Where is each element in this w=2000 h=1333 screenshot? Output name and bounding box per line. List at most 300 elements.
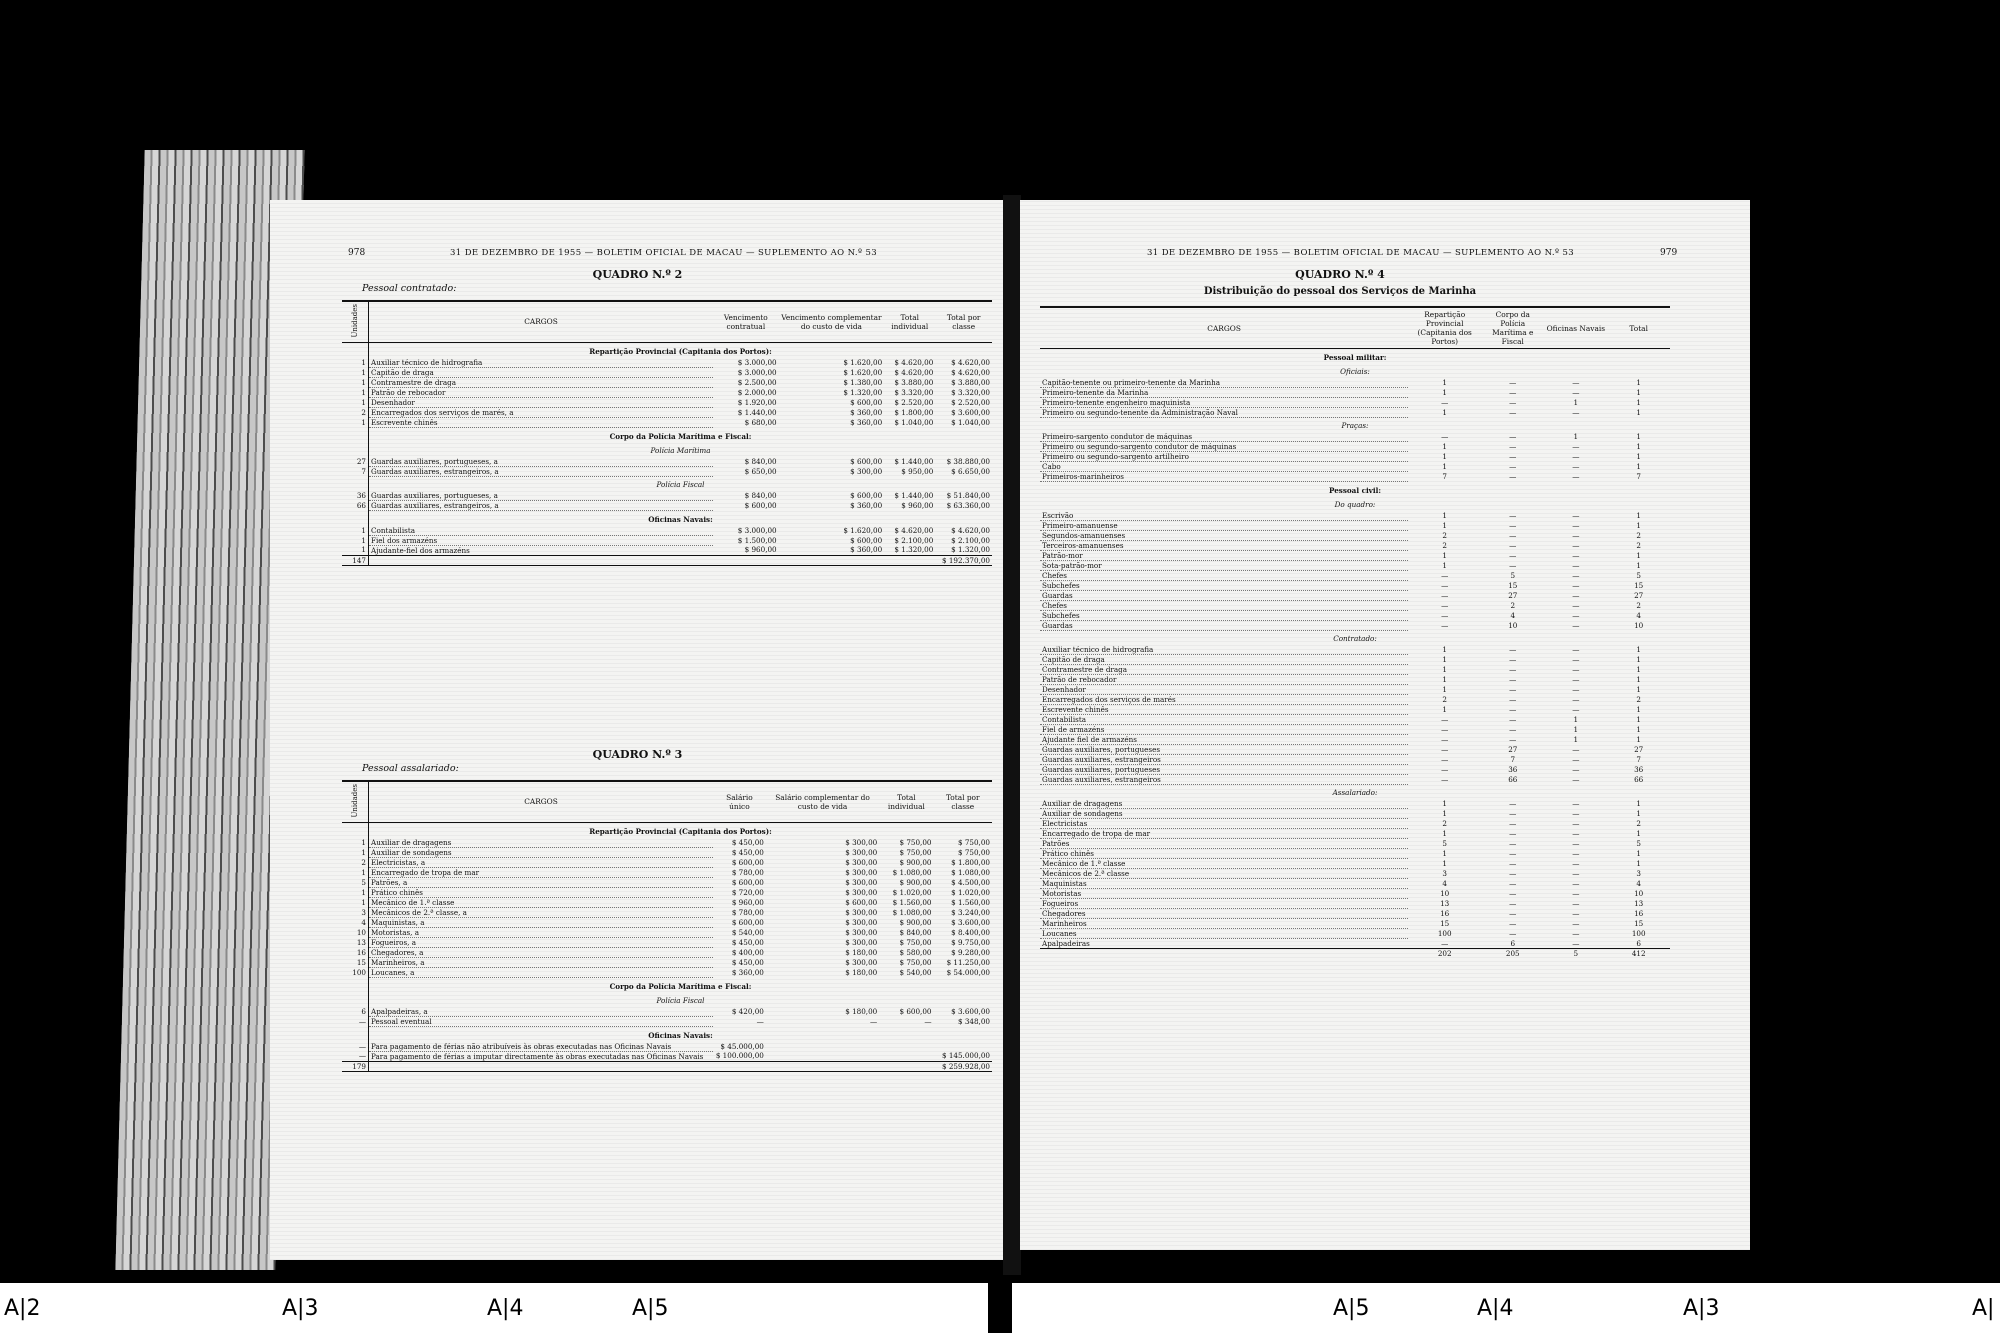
value-cell: $ 750,00: [899, 837, 932, 847]
table-row: [1040, 859, 1670, 869]
value-cell: $ 540,00: [731, 927, 764, 937]
count-cell: —: [1509, 819, 1517, 828]
table-row: [342, 377, 992, 387]
table-row: [1040, 388, 1670, 398]
cargo-cell: Mecânico de 1.ª classe: [369, 897, 714, 907]
value-cell: $ 3.000,00: [737, 367, 777, 377]
count-cell: —: [1509, 408, 1517, 417]
units-cell: 1: [342, 897, 369, 907]
cargo-cell: Para pagamento de férias não atribuíveis às obras executadas nas Oficinas Navais: [369, 1042, 714, 1052]
table-row: [1040, 775, 1670, 785]
count-cell: —: [1572, 879, 1580, 888]
count-cell: —: [1441, 432, 1449, 442]
cargo-cell: Guardas auxiliares, portugueses, a: [369, 457, 714, 467]
value-cell: $ 1.500,00: [737, 535, 777, 545]
table-row: [342, 957, 992, 967]
count-cell: —: [1572, 601, 1580, 610]
count-cell: 5: [1573, 949, 1579, 958]
quadro-3-title: QUADRO N.º 3: [592, 748, 683, 761]
cargo-cell: Mecânico de 1.ª classe: [1040, 859, 1408, 869]
count-cell: 2: [1636, 541, 1641, 550]
table-row: [1040, 695, 1670, 705]
class-total-cell: $ 3.240,00: [951, 907, 990, 917]
quadro-4-subtitle: Distribuição do pessoal dos Serviços de Marinha: [1203, 286, 1477, 297]
class-total-cell: $ 3.600,00: [951, 407, 990, 417]
col-header-v2: Vencimento complementar do custo de vida: [779, 301, 885, 342]
cargo-cell: Marinheiros, a: [369, 957, 714, 967]
cargo-cell: Auxiliar técnico de hidrografia: [1040, 645, 1408, 655]
col-header-cargos: CARGOS: [369, 301, 714, 342]
table-row: [342, 500, 992, 510]
col-header-v3: Total individual: [879, 781, 933, 822]
cargo-cell: Primeiro ou segundo-tenente da Administração Naval: [1040, 408, 1408, 418]
table-row: [342, 535, 992, 545]
count-cell: 2: [1442, 819, 1447, 828]
table-row: [1040, 378, 1670, 388]
class-total-cell: $ 2.100,00: [951, 535, 990, 545]
value-cell: $ 600,00: [850, 397, 883, 407]
col-header-policia: Corpo da Polícia Marítima e Fiscal: [1481, 307, 1544, 349]
table-row: [342, 967, 992, 977]
table-row: [342, 847, 992, 857]
units-cell: 7: [342, 466, 369, 476]
value-cell: $ 180,00: [845, 1006, 878, 1016]
value-cell: $ 600,00: [850, 456, 883, 466]
count-cell: —: [1572, 621, 1580, 630]
running-header: 31 DE DEZEMBRO DE 1955 — BOLETIM OFICIAL DE MACAU — SUPLEMENTO AO N.º 53: [1147, 248, 1575, 258]
count-cell: —: [1572, 809, 1580, 818]
table-row: [1040, 929, 1670, 939]
cargo-cell: Prático chinês: [1040, 849, 1408, 859]
cargo-cell: Loucanes, a: [369, 967, 714, 977]
cargo-cell: Chefes: [1040, 571, 1408, 581]
cargo-cell: Guardas: [1040, 591, 1408, 601]
units-cell: 1: [342, 847, 369, 857]
units-cell: 4: [342, 917, 369, 927]
cargo-cell: Primeiro-tenente engenheiro maquinista: [1040, 398, 1408, 408]
count-cell: —: [1572, 521, 1580, 530]
value-cell: $ 360,00: [731, 967, 764, 977]
table-row: [1040, 675, 1670, 685]
count-cell: —: [1509, 929, 1517, 938]
cargo-cell: Primeiro-sargento condutor de máquinas: [1040, 432, 1408, 442]
count-cell: —: [1441, 715, 1449, 724]
count-cell: —: [1441, 745, 1449, 754]
table-row: [342, 1026, 992, 1042]
ruler-center-notch: [988, 1283, 1012, 1333]
count-cell: 1: [1573, 398, 1579, 407]
table-row: [342, 526, 992, 536]
quadro-2-title: QUADRO N.º 2: [592, 268, 683, 281]
cargo-cell: Chegadores: [1040, 909, 1408, 919]
table-row: [1040, 819, 1670, 829]
cargo-cell: Guardas auxiliares, portugueses: [1040, 765, 1408, 775]
value-cell: $ 1.440,00: [894, 490, 934, 500]
count-cell: 3: [1442, 869, 1447, 878]
table-row: [1040, 745, 1670, 755]
table-row: [1040, 472, 1670, 482]
count-cell: 1: [1442, 655, 1447, 664]
class-total-cell: $ 145.000,00: [941, 1051, 990, 1061]
col-header-v3: Total individual: [884, 301, 935, 342]
table-row: [1040, 462, 1670, 472]
count-cell: —: [1441, 775, 1449, 784]
value-cell: $ 1.920,00: [737, 397, 777, 407]
count-cell: —: [1572, 859, 1580, 868]
count-cell: 2: [1636, 601, 1641, 610]
cargo-cell: Terceiros-amanuenses: [1040, 541, 1408, 551]
count-cell: 1: [1442, 799, 1447, 809]
units-cell: 1: [342, 838, 369, 848]
count-cell: 1: [1636, 561, 1641, 570]
count-cell: 7: [1636, 755, 1641, 764]
table-row: [1040, 561, 1670, 571]
ruler-label: A|5: [1333, 1296, 1370, 1321]
count-cell: —: [1509, 695, 1517, 704]
class-total-cell: $ 1.800,00: [951, 857, 990, 867]
right-page: [1020, 200, 1750, 1250]
value-cell: —: [756, 1016, 764, 1026]
class-total-cell: $ 8.400,00: [951, 927, 990, 937]
table-row: [342, 993, 992, 1007]
value-cell: $ 300,00: [845, 847, 878, 857]
count-cell: —: [1509, 735, 1517, 744]
count-cell: 5: [1636, 839, 1641, 848]
count-cell: —: [1441, 571, 1449, 580]
quadro-4-table: [1040, 306, 1670, 958]
table-row: [1040, 715, 1670, 725]
units-cell: —: [342, 1051, 369, 1061]
value-cell: $ 360,00: [850, 407, 883, 417]
cargo-cell: Guardas auxiliares, estrangeiros: [1040, 775, 1408, 785]
value-cell: $ 3.000,00: [737, 357, 777, 367]
table-row: [1040, 531, 1670, 541]
col-header-unidades: Unidades: [350, 784, 359, 818]
class-total-cell: $ 4.500,00: [951, 877, 990, 887]
quadro-2-table: [342, 300, 992, 566]
count-cell: —: [1509, 472, 1517, 481]
col-header-v4: Total por classe: [934, 781, 993, 822]
units-cell: —: [342, 1016, 369, 1026]
table-row: [1040, 482, 1670, 498]
class-total-cell: $ 38.880,00: [946, 456, 990, 466]
count-cell: —: [1441, 581, 1449, 590]
ruler-label: A|2: [4, 1296, 41, 1321]
table-row: [342, 822, 992, 838]
value-cell: $ 300,00: [845, 887, 878, 897]
units-cell: 100: [342, 967, 369, 977]
units-cell: 6: [342, 1007, 369, 1017]
count-cell: 15: [1634, 581, 1644, 590]
count-cell: 1: [1636, 655, 1641, 664]
value-cell: $ 300,00: [845, 957, 878, 967]
table-row: [342, 1061, 992, 1071]
count-cell: 1: [1442, 705, 1447, 714]
count-cell: —: [1572, 472, 1580, 481]
page-number: 979: [1660, 248, 1678, 258]
count-cell: —: [1441, 601, 1449, 610]
class-total-cell: $ 4.620,00: [951, 367, 990, 377]
cargo-cell: Fiel dos armazéns: [369, 535, 714, 545]
count-cell: 1: [1442, 551, 1447, 560]
value-cell: $ 450,00: [731, 937, 764, 947]
count-cell: —: [1572, 611, 1580, 620]
units-cell: [342, 822, 369, 838]
cargo-cell: Auxiliar de dragagens: [369, 838, 714, 848]
units-cell: 16: [342, 947, 369, 957]
count-cell: —: [1441, 765, 1449, 774]
table-row: [342, 1042, 992, 1052]
count-cell: 1: [1442, 849, 1447, 858]
class-total-cell: $ 1.320,00: [951, 545, 990, 555]
count-cell: —: [1509, 551, 1517, 560]
cargo-cell: Primeiros-marinheiros: [1040, 472, 1408, 482]
count-cell: —: [1441, 621, 1449, 630]
value-cell: $ 1.080,00: [892, 907, 932, 917]
value-cell: $ 1.560,00: [892, 897, 932, 907]
table-row: [342, 897, 992, 907]
table-row: [1040, 521, 1670, 531]
grand-total-cell: $ 192.370,00: [941, 555, 990, 565]
count-cell: —: [1509, 879, 1517, 888]
value-cell: $ 600,00: [731, 917, 764, 927]
table-row: [1040, 349, 1670, 365]
table-row: [1040, 551, 1670, 561]
total-units-cell: 179: [342, 1061, 369, 1071]
table-row: [1040, 799, 1670, 809]
count-cell: —: [1572, 462, 1580, 471]
units-cell: 1: [342, 417, 369, 427]
value-cell: $ 450,00: [731, 847, 764, 857]
class-total-cell: $ 2.520,00: [951, 397, 990, 407]
cargo-cell: Marinheiros: [1040, 919, 1408, 929]
count-cell: —: [1509, 541, 1517, 550]
value-cell: $ 1.380,00: [843, 377, 883, 387]
table-row: [1040, 725, 1670, 735]
table-row: [1040, 408, 1670, 418]
count-cell: 1: [1442, 462, 1447, 471]
table-row: [1040, 665, 1670, 675]
count-cell: 1: [1636, 408, 1641, 417]
table-row: [342, 857, 992, 867]
value-cell: $ 1.040,00: [894, 417, 934, 427]
table-row: [1040, 705, 1670, 715]
class-total-cell: $ 9.750,00: [951, 937, 990, 947]
table-row: [342, 907, 992, 917]
subsection-heading: Assalariado:: [1332, 788, 1378, 797]
cargo-cell: Mecânicos de 2.ª classe: [1040, 869, 1408, 879]
count-cell: —: [1509, 432, 1517, 442]
value-cell: $ 1.320,00: [843, 387, 883, 397]
value-cell: $ 100.000,00: [715, 1051, 764, 1061]
value-cell: [879, 1042, 933, 1052]
count-cell: 1: [1636, 735, 1641, 744]
value-cell: [879, 1051, 933, 1061]
value-cell: $ 3.880,00: [894, 377, 934, 387]
table-row: [1040, 571, 1670, 581]
table-row: [342, 947, 992, 957]
cargo-cell: Motoristas, a: [369, 927, 714, 937]
count-cell: —: [1572, 705, 1580, 714]
cargo-cell: Encarregado de tropa de mar: [1040, 829, 1408, 839]
value-cell: $ 4.620,00: [894, 525, 934, 535]
count-cell: 10: [1508, 621, 1518, 630]
value-cell: $ 1.080,00: [892, 867, 932, 877]
value-cell: $ 960,00: [731, 897, 764, 907]
count-cell: 2: [1636, 531, 1641, 540]
count-cell: —: [1509, 909, 1517, 918]
count-cell: —: [1441, 938, 1449, 948]
table-row: [342, 466, 992, 476]
cargo-cell: Primeiro-amanuense: [1040, 521, 1408, 531]
count-cell: 7: [1510, 755, 1516, 764]
count-cell: —: [1572, 695, 1580, 704]
cargo-cell: Guardas auxiliares, estrangeiros: [1040, 755, 1408, 765]
table-row: [342, 887, 992, 897]
count-cell: 27: [1508, 745, 1518, 754]
value-cell: $ 300,00: [845, 907, 878, 917]
table-row: [1040, 645, 1670, 655]
count-cell: 1: [1636, 809, 1641, 818]
count-cell: 4: [1442, 879, 1447, 888]
value-cell: $ 4.620,00: [894, 367, 934, 377]
value-cell: $ 300,00: [845, 867, 878, 877]
table-row: [342, 443, 992, 457]
count-cell: 1: [1636, 685, 1641, 694]
units-cell: [342, 427, 369, 443]
count-cell: 5: [1636, 571, 1641, 580]
units-cell: 27: [342, 457, 369, 467]
table-row: [1040, 418, 1670, 433]
count-cell: —: [1572, 909, 1580, 918]
count-cell: —: [1509, 899, 1517, 908]
table-row: [342, 397, 992, 407]
count-cell: —: [1509, 685, 1517, 694]
value-cell: $ 300,00: [845, 937, 878, 947]
count-cell: —: [1509, 521, 1517, 530]
units-cell: 1: [342, 867, 369, 877]
count-cell: —: [1572, 665, 1580, 674]
value-cell: $ 2.100,00: [894, 535, 934, 545]
value-cell: $ 45.000,00: [720, 1041, 764, 1051]
class-total-cell: $ 4.620,00: [951, 525, 990, 535]
count-cell: —: [1441, 735, 1449, 744]
table-row: [342, 838, 992, 848]
count-cell: —: [1572, 839, 1580, 848]
value-cell: $ 900,00: [899, 917, 932, 927]
value-cell: $ 180,00: [845, 947, 878, 957]
count-cell: —: [1572, 388, 1580, 397]
table-row: [1040, 655, 1670, 665]
value-cell: $ 840,00: [899, 927, 932, 937]
cargo-cell: Maquinistas, a: [369, 917, 714, 927]
table-row: [1040, 611, 1670, 621]
count-cell: 1: [1442, 685, 1447, 694]
cargo-cell: Escrevente chinês: [1040, 705, 1408, 715]
value-cell: $ 1.320,00: [894, 545, 934, 555]
count-cell: —: [1441, 725, 1449, 734]
count-cell: 1: [1636, 398, 1641, 407]
count-cell: 1: [1636, 432, 1641, 442]
ruler-label: A|3: [1683, 1296, 1720, 1321]
count-cell: —: [1572, 581, 1580, 590]
table-row: [1040, 735, 1670, 745]
count-cell: —: [1509, 725, 1517, 734]
count-cell: 13: [1634, 899, 1644, 908]
count-cell: 15: [1508, 581, 1518, 590]
table-row: [342, 937, 992, 947]
class-total-cell: $ 11.250,00: [946, 957, 990, 967]
quadro-3-table: [342, 780, 992, 1072]
cargo-cell: Patrão de rebocador: [369, 387, 714, 397]
count-cell: 1: [1442, 388, 1447, 397]
value-cell: $ 600,00: [731, 877, 764, 887]
count-cell: —: [1509, 859, 1517, 868]
value-cell: $ 1.020,00: [892, 887, 932, 897]
count-cell: 100: [1631, 929, 1646, 938]
cargo-cell: Ajudante-fiel dos armazéns: [369, 545, 714, 555]
count-cell: 1: [1442, 408, 1447, 417]
units-cell: 3: [342, 907, 369, 917]
value-cell: $ 180,00: [845, 967, 878, 977]
count-cell: —: [1441, 398, 1449, 407]
cargo-cell: Patrão de rebocador: [1040, 675, 1408, 685]
cargo-cell: Fogueiros: [1040, 899, 1408, 909]
count-cell: —: [1572, 819, 1580, 828]
table-row: [342, 545, 992, 555]
count-cell: —: [1509, 705, 1517, 714]
class-total-cell: $ 63.360,00: [946, 500, 990, 510]
count-cell: 27: [1634, 745, 1644, 754]
value-cell: —: [870, 1016, 878, 1026]
count-cell: 1: [1573, 725, 1579, 734]
count-cell: 6: [1636, 938, 1641, 948]
value-cell: $ 1.620,00: [843, 367, 883, 377]
count-cell: —: [1509, 531, 1517, 540]
table-row: [342, 927, 992, 937]
section-heading: Oficinas Navais:: [648, 514, 713, 524]
count-cell: —: [1572, 869, 1580, 878]
table-row: [1040, 442, 1670, 452]
count-cell: —: [1572, 408, 1580, 417]
value-cell: $ 3.000,00: [737, 525, 777, 535]
table-row: [342, 917, 992, 927]
cargo-cell: Subchefes: [1040, 581, 1408, 591]
table-row: [1040, 879, 1670, 889]
cargo-cell: Escrevente chinês: [369, 417, 714, 427]
count-cell: 1: [1442, 511, 1447, 521]
col-header-oficinas: Oficinas Navais: [1544, 307, 1607, 349]
value-cell: $ 840,00: [744, 456, 777, 466]
col-header-v1: Salário único: [713, 781, 766, 822]
table-row: [1040, 398, 1670, 408]
section-heading: Pessoal militar:: [1323, 353, 1387, 362]
units-cell: 1: [342, 358, 369, 368]
count-cell: —: [1572, 685, 1580, 694]
page-number: 978: [348, 248, 366, 258]
ruler-label: A|3: [282, 1296, 319, 1321]
cargo-cell: Auxiliar de sondagens: [369, 847, 714, 857]
value-cell: $ 600,00: [845, 897, 878, 907]
count-cell: —: [1441, 611, 1449, 620]
count-cell: —: [1572, 442, 1580, 451]
table-row: [342, 555, 992, 565]
table-row: [1040, 452, 1670, 462]
section-heading: Repartição Provincial (Capitania dos Portos):: [589, 346, 772, 356]
value-cell: $ 360,00: [850, 500, 883, 510]
col-header-v4: Total por classe: [935, 301, 992, 342]
table-row: [342, 387, 992, 397]
